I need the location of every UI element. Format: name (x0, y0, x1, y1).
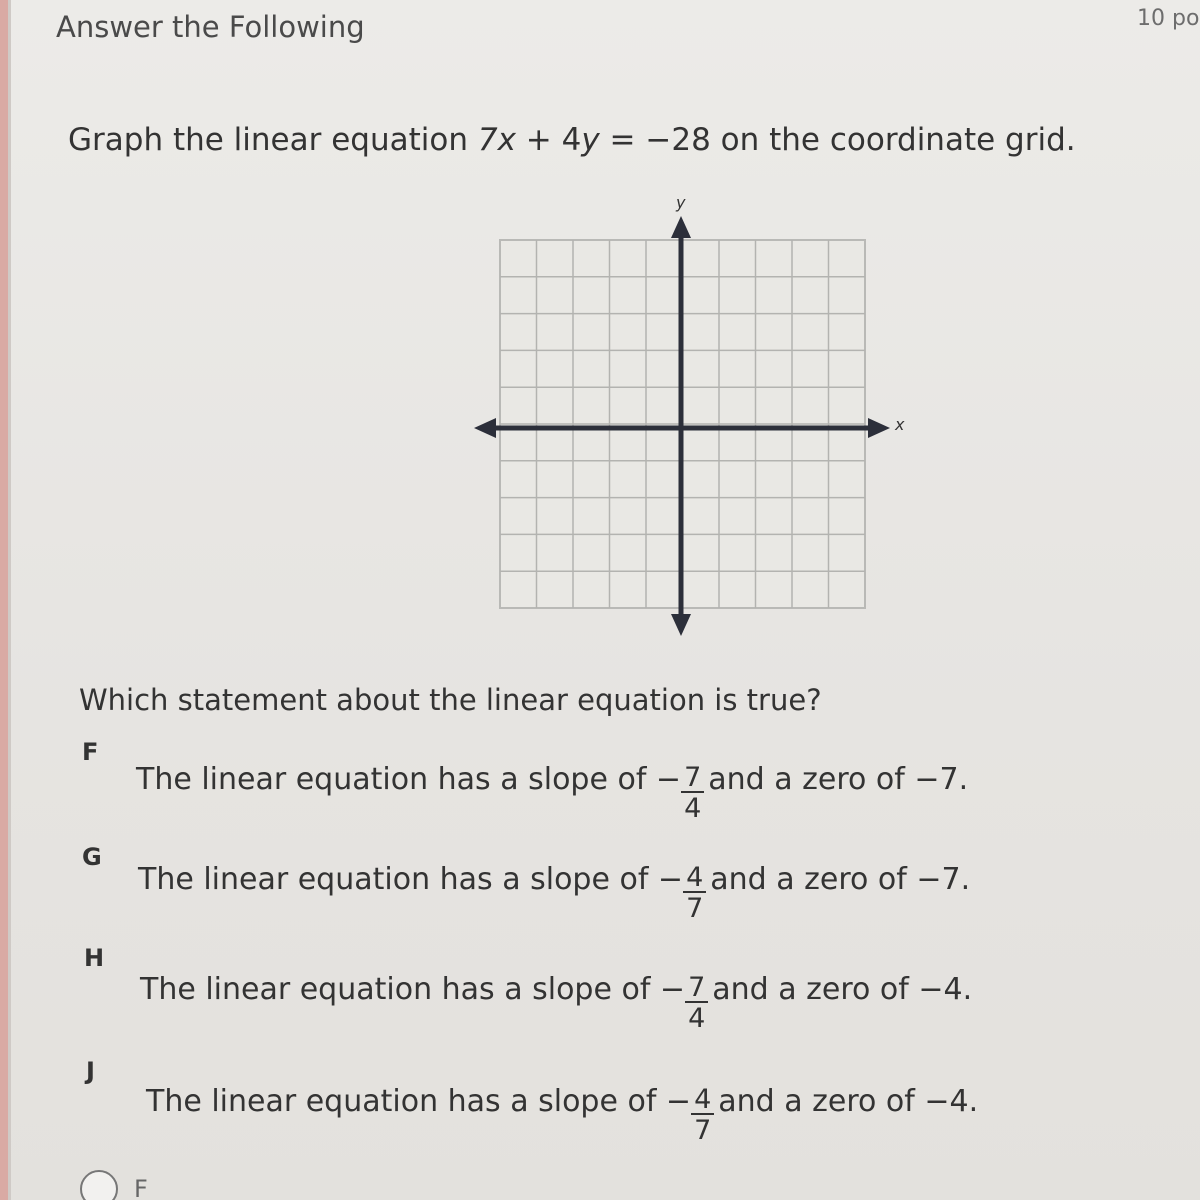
choice-g-fraction (683, 864, 706, 922)
section-title: Answer the Following (56, 10, 365, 44)
choice-j-numerator: 4 (691, 1086, 714, 1115)
choice-g-text (138, 850, 971, 924)
choice-f-fraction (681, 764, 704, 822)
y-axis-label: y (676, 193, 686, 212)
choice-g-numerator: 4 (683, 864, 706, 893)
y-axis-down-arrow-icon (671, 614, 691, 636)
y-axis-up-arrow-icon (671, 216, 691, 238)
choice-j-post: and a zero of −4. (718, 1083, 979, 1119)
choice-h-post: and a zero of −4. (712, 971, 973, 1007)
prompt-plus: + 4 (515, 122, 582, 158)
choice-h-numerator: 7 (685, 974, 708, 1003)
choice-h-fraction (685, 974, 708, 1032)
choice-j-pre: The linear equation has a slope of − (146, 1083, 692, 1119)
choice-j-denominator: 7 (694, 1115, 712, 1146)
choice-f-denominator: 4 (684, 793, 702, 824)
choice-letter-h: H (84, 944, 105, 972)
prompt-y-var: y (581, 122, 600, 158)
choice-j-text (146, 1072, 979, 1146)
x-axis-left-arrow-icon (474, 418, 496, 438)
prompt-pre: Graph the linear equation (68, 122, 478, 158)
left-accent-stripe (0, 0, 8, 1200)
x-axis-label: x (895, 415, 905, 434)
choice-h-text (140, 960, 973, 1034)
radio-button-f[interactable] (80, 1170, 118, 1200)
prompt-post: = −28 on the coordinate grid. (599, 122, 1076, 158)
choice-f-numerator: 7 (681, 764, 704, 793)
choice-f-post: and a zero of −7. (708, 761, 969, 797)
choice-letter-j: J (86, 1057, 95, 1085)
choice-f-text (136, 750, 969, 824)
choice-g-denominator: 7 (686, 893, 704, 924)
choice-letter-f: F (82, 738, 99, 766)
left-border (8, 0, 11, 1200)
coordinate-grid-svg[interactable] (470, 190, 920, 640)
multiple-choice-question: Which statement about the linear equation is true? (79, 683, 822, 717)
choice-j-fraction (691, 1086, 714, 1144)
choice-letter-g: G (82, 843, 102, 871)
choice-h-pre: The linear equation has a slope of − (140, 971, 686, 1007)
choice-f-pre: The linear equation has a slope of − (136, 761, 682, 797)
x-axis-right-arrow-icon (868, 418, 890, 438)
answer-option-f-label: F (134, 1175, 148, 1200)
question-prompt (68, 122, 1076, 158)
choice-g-post: and a zero of −7. (710, 861, 971, 897)
coordinate-grid[interactable] (470, 190, 920, 640)
choice-g-pre: The linear equation has a slope of − (138, 861, 684, 897)
answer-option-f[interactable] (80, 1170, 148, 1200)
points-label: 10 po (1137, 6, 1200, 31)
choice-h-denominator: 4 (688, 1003, 706, 1034)
prompt-x-term: 7x (477, 122, 516, 158)
